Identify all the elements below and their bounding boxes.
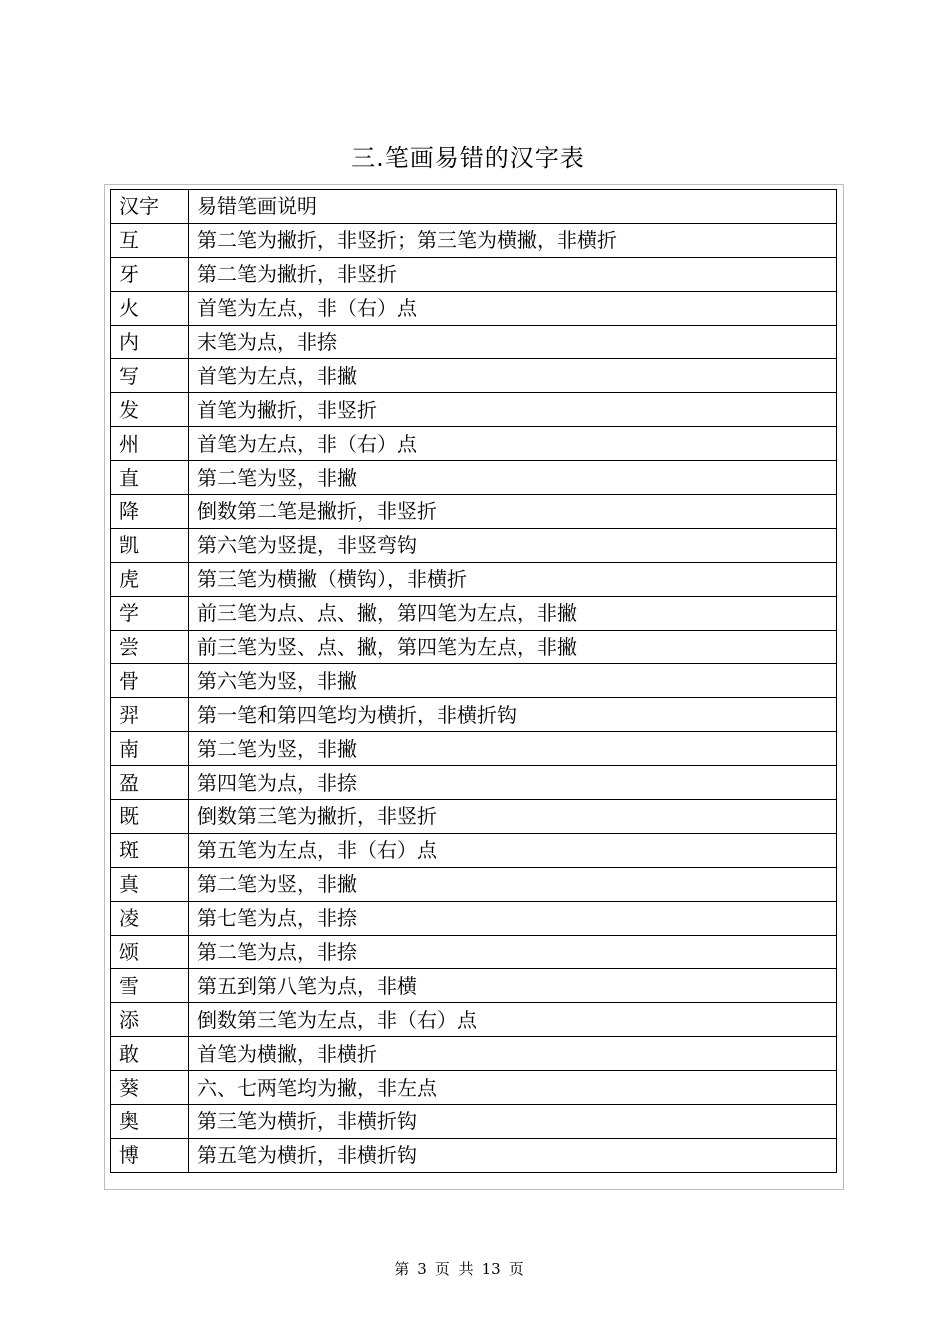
description-cell: 第二笔为竖，非撇 (189, 461, 837, 495)
description-cell: 首笔为撇折，非竖折 (189, 393, 837, 427)
character-cell: 发 (111, 393, 189, 427)
table-row (111, 223, 837, 257)
table-row (111, 969, 837, 1003)
character-cell: 直 (111, 461, 189, 495)
character-cell: 火 (111, 291, 189, 325)
table-row (111, 325, 837, 359)
description-cell: 第二笔为撇折，非竖折；第三笔为横撇，非横折 (189, 223, 837, 257)
footer-page-number: 3 (417, 1260, 427, 1278)
character-cell: 骨 (111, 664, 189, 698)
header-character: 汉字 (111, 190, 189, 224)
description-cell: 前三笔为点、点、撇，第四笔为左点，非撇 (189, 596, 837, 630)
table-row (111, 257, 837, 291)
table-row (111, 495, 837, 529)
table-row (111, 833, 837, 867)
description-cell: 第二笔为竖，非撇 (189, 732, 837, 766)
footer-prefix: 第 (394, 1260, 410, 1278)
table-row (111, 630, 837, 664)
character-cell: 凌 (111, 901, 189, 935)
table-row (111, 596, 837, 630)
table-row (111, 393, 837, 427)
character-cell: 奥 (111, 1105, 189, 1139)
description-cell: 第二笔为撇折，非竖折 (189, 257, 837, 291)
character-cell: 虎 (111, 562, 189, 596)
character-cell: 羿 (111, 698, 189, 732)
character-cell: 真 (111, 867, 189, 901)
description-cell: 第五笔为横折，非横折钩 (189, 1138, 837, 1172)
footer-total-pages: 13 (481, 1260, 501, 1278)
character-cell: 敢 (111, 1037, 189, 1071)
character-cell: 添 (111, 1003, 189, 1037)
character-cell: 牙 (111, 257, 189, 291)
description-cell: 倒数第三笔为撇折，非竖折 (189, 800, 837, 834)
description-cell: 第二笔为竖，非撇 (189, 867, 837, 901)
description-cell: 第五到第八笔为点，非横 (189, 969, 837, 1003)
character-cell: 互 (111, 223, 189, 257)
footer-mid: 页 共 (434, 1260, 474, 1278)
footer-suffix: 页 (508, 1260, 524, 1278)
description-cell: 首笔为左点，非撇 (189, 359, 837, 393)
description-cell: 第三笔为横撇（横钩），非横折 (189, 562, 837, 596)
table-row (111, 867, 837, 901)
table-row (111, 528, 837, 562)
table-body (111, 223, 837, 1172)
character-cell: 州 (111, 427, 189, 461)
description-cell: 倒数第二笔是撇折，非竖折 (189, 495, 837, 529)
table-row (111, 698, 837, 732)
character-cell: 南 (111, 732, 189, 766)
character-cell: 盈 (111, 766, 189, 800)
table-row (111, 935, 837, 969)
table-row (111, 1037, 837, 1071)
description-cell: 第六笔为竖提，非竖弯钩 (189, 528, 837, 562)
table-row (111, 732, 837, 766)
description-cell: 倒数第三笔为左点，非（右）点 (189, 1003, 837, 1037)
table-row (111, 901, 837, 935)
description-cell: 第一笔和第四笔均为横折，非横折钩 (189, 698, 837, 732)
table-row (111, 1105, 837, 1139)
description-cell: 首笔为左点，非（右）点 (189, 291, 837, 325)
description-cell: 第五笔为左点，非（右）点 (189, 833, 837, 867)
character-cell: 葵 (111, 1071, 189, 1105)
character-cell: 写 (111, 359, 189, 393)
table-row (111, 291, 837, 325)
description-cell: 第七笔为点，非捺 (189, 901, 837, 935)
table-row (111, 1003, 837, 1037)
table-row (111, 664, 837, 698)
character-cell: 颂 (111, 935, 189, 969)
description-cell: 首笔为左点，非（右）点 (189, 427, 837, 461)
table-row (111, 461, 837, 495)
table-row (111, 562, 837, 596)
character-cell: 内 (111, 325, 189, 359)
character-cell: 博 (111, 1138, 189, 1172)
character-cell: 尝 (111, 630, 189, 664)
page-title: 三.笔画易错的汉字表 (351, 144, 585, 172)
description-cell: 六、七两笔均为撇，非左点 (189, 1071, 837, 1105)
description-cell: 第四笔为点，非捺 (189, 766, 837, 800)
table-row (111, 766, 837, 800)
character-cell: 雪 (111, 969, 189, 1003)
description-cell: 末笔为点，非捺 (189, 325, 837, 359)
table-row (111, 1071, 837, 1105)
table-row (111, 800, 837, 834)
table-row (111, 1138, 837, 1172)
character-cell: 凯 (111, 528, 189, 562)
character-cell: 既 (111, 800, 189, 834)
table-header-row (111, 190, 837, 224)
page-footer (0, 1258, 918, 1279)
description-cell: 第二笔为点，非捺 (189, 935, 837, 969)
description-cell: 前三笔为竖、点、撇，第四笔为左点，非撇 (189, 630, 837, 664)
table-row (111, 427, 837, 461)
header-description: 易错笔画说明 (189, 190, 837, 224)
description-cell: 第六笔为竖，非撇 (189, 664, 837, 698)
character-cell: 学 (111, 596, 189, 630)
description-cell: 首笔为横撇，非横折 (189, 1037, 837, 1071)
table-row (111, 359, 837, 393)
character-cell: 斑 (111, 833, 189, 867)
stroke-error-table (110, 189, 837, 1173)
description-cell: 第三笔为横折，非横折钩 (189, 1105, 837, 1139)
character-cell: 降 (111, 495, 189, 529)
